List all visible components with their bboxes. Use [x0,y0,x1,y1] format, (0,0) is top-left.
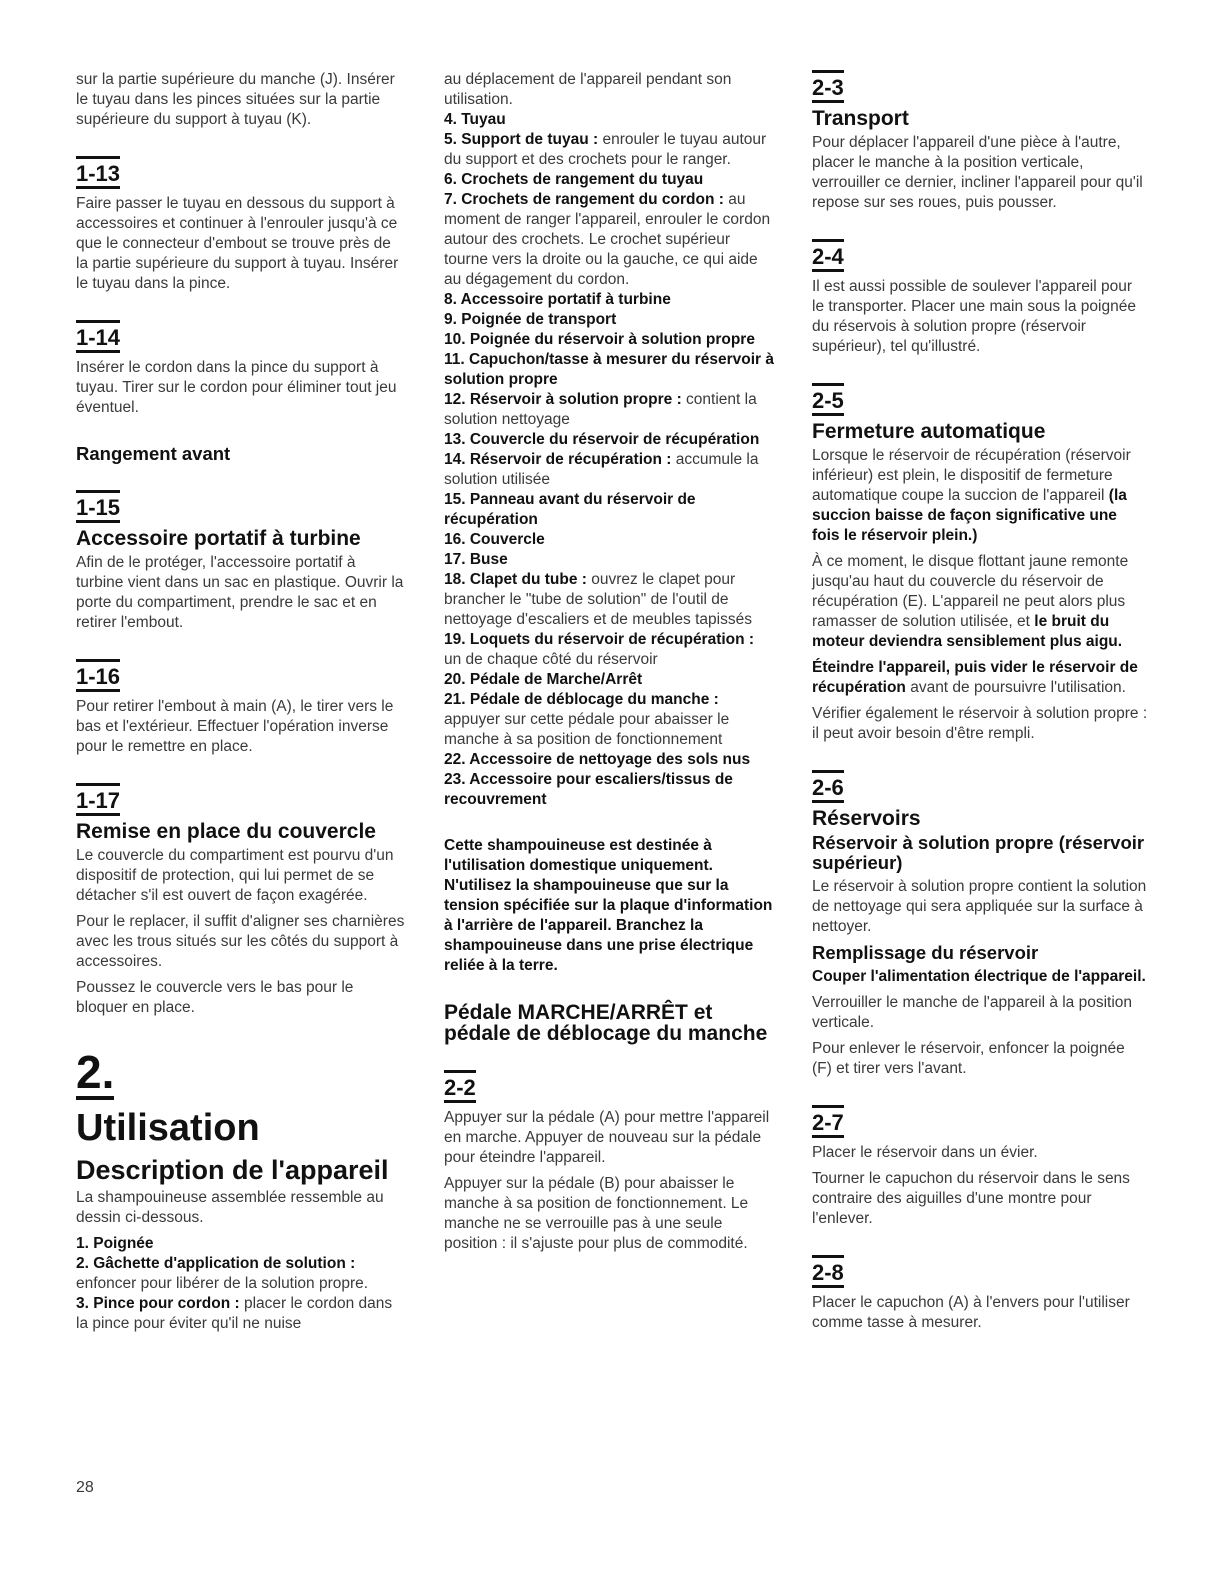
step-title: Fermeture automatique [812,420,1046,443]
intro-paragraph: sur la partie supérieure du manche (J). Insérer le tuyau dans les pinces situées sur la partie supérieure du support à tuyau (K). [76,71,395,128]
step-1-16 [76,659,406,757]
list-item: 8. Accessoire portatif à turbine [444,291,671,308]
step-text: Le réservoir à solution propre contient la solution de nettoyage qui sera appliquée sur la surface à nettoyer. [812,878,1147,935]
column-3 [812,70,1148,1339]
list-item: 16. Couvercle [444,531,545,548]
step-text: Vérifier également le réservoir à solution propre : il peut avoir besoin d'être rempli. [812,705,1148,742]
step-number: 1-17 [76,783,120,812]
list-item: 20. Pédale de Marche/Arrêt [444,671,643,688]
step-text: Verrouiller le manche de l'appareil à la position verticale. [812,994,1133,1031]
step-title: Réservoirs [812,807,921,830]
step-text: Pour déplacer l'appareil d'une pièce à l'autre, placer le manche à la position verticale, verrouiller ce dernier, incliner l'appareil pour qu'il repose sur ses roues, puis pousser. [812,134,1143,211]
step-2-8 [812,1255,1148,1333]
step-1-14 [76,320,406,418]
page-number: 28 [76,1479,94,1496]
pedal-heading: Pédale MARCHE/ARRÊT et pédale de déblocage du manche [444,1001,768,1045]
list-item: 22. Accessoire de nettoyage des sols nus [444,751,751,768]
step-text: Pour le replacer, il suffit d'aligner ses charnières avec les trous situés sur les côtés du support à accessoires. [76,913,405,970]
step-text: Faire passer le tuyau en dessous du support à accessoires et continuer à l'enrouler jusqu'à ce que le connecteur d'embout se trouve près de la partie supérieure du support à tuyau. Insérer le tuyau dans la pince. [76,195,399,292]
list-item: 4. Tuyau [444,111,506,128]
step-text: Appuyer sur la pédale (B) pour abaisser le manche à sa position de fonctionnement. Le manche ne se verrouille pas à une seule position : il s'ajuste pour plus de commodité. [444,1175,749,1252]
section-2 [76,1024,406,1334]
step-number: 2-2 [444,1070,476,1099]
column-2 [444,70,774,1260]
continued-text: au déplacement de l'appareil pendant son utilisation. [444,71,732,108]
step-text: Appuyer sur la pédale (A) pour mettre l'appareil en marche. Appuyer de nouveau sur la pédale pour éteindre l'appareil. [444,1109,770,1166]
list-item: 19. Loquets du réservoir de récupération : un de chaque côté du réservoir [444,631,755,668]
section-number: 2. [76,1046,115,1098]
step-2-3 [812,70,1148,213]
step-text: Pour enlever le réservoir, enfoncer la poignée (F) et tirer vers l'avant. [812,1040,1125,1077]
list-item: 12. Réservoir à solution propre : contient la solution nettoyage [444,391,757,428]
list-item: 10. Poignée du réservoir à solution propre [444,331,755,348]
step-subtitle: Remplissage du réservoir [812,942,1039,963]
step-title: Accessoire portatif à turbine [76,527,361,550]
step-number: 2-3 [812,70,844,99]
step-2-2 [444,1070,774,1254]
list-item: 7. Crochets de rangement du cordon : au moment de ranger l'appareil, enrouler le cordon autour des crochets. Le crochet supérieur tourne vers la droite ou la gauche, ce qui aide au dégagement du cordon. [444,191,771,288]
step-number: 1-14 [76,320,120,349]
list-item: 6. Crochets de rangement du tuyau [444,171,704,188]
list-item: 14. Réservoir de récupération : accumule la solution utilisée [444,451,759,488]
step-2-4 [812,239,1148,357]
list-item: 1. Poignée [76,1235,154,1252]
step-text: Afin de le protéger, l'accessoire portatif à turbine vient dans un sac en plastique. Ouvrir la porte du compartiment, prendre le sac et en retirer l'embout. [76,554,404,631]
step-number: 2-4 [812,239,844,268]
step-1-15 [76,490,406,633]
list-item: 9. Poignée de transport [444,311,617,328]
step-number: 2-7 [812,1105,844,1134]
step-text: À ce moment, le disque flottant jaune remonte jusqu'au haut du couvercle du réservoir de récupération (E). L'appareil ne peut alors plus ramasser de solution utilisée, et le bruit du moteur deviendra sensiblement plus aigu. [812,553,1129,650]
step-text: Le couvercle du compartiment est pourvu d'un dispositif de protection, qui lui permet de se détacher s'il est ouvert de façon exagérée. [76,847,394,904]
list-item: 5. Support de tuyau : enrouler le tuyau autour du support et des crochets pour le ranger. [444,131,767,168]
list-item: 15. Panneau avant du réservoir de récupération [444,491,696,528]
column-1 [76,70,406,1334]
step-number: 2-5 [812,383,844,412]
rangement-heading: Rangement avant [76,443,231,464]
section-subtitle: Description de l'appareil [76,1155,389,1185]
list-item: 23. Accessoire pour escaliers/tissus de recouvrement [444,771,733,808]
step-2-7 [812,1105,1148,1229]
step-subtitle: Réservoir à solution propre (réservoir supérieur) [812,832,1145,873]
step-2-5 [812,383,1148,744]
step-1-17 [76,783,406,1018]
step-text: Placer le réservoir dans un évier. [812,1144,1038,1161]
step-2-6 [812,770,1148,1079]
step-warning: Couper l'alimentation électrique de l'appareil. [812,968,1146,985]
parts-list [444,110,774,810]
section-intro: La shampouineuse assemblée ressemble au dessin ci-dessous. [76,1189,384,1226]
list-item: 13. Couvercle du réservoir de récupération [444,431,760,448]
section-title: Utilisation [76,1107,260,1149]
list-item: 17. Buse [444,551,508,568]
step-text: Insérer le cordon dans la pince du support à tuyau. Tirer sur le cordon pour éliminer tout jeu éventuel. [76,359,397,416]
step-text: Pour retirer l'embout à main (A), le tirer vers le bas et l'extérieur. Effectuer l'opération inverse pour le remettre en place. [76,698,394,755]
step-number: 1-15 [76,490,120,519]
list-item: 21. Pédale de déblocage du manche : appuyer sur cette pédale pour abaisser le manche à sa position de fonctionnement [444,691,730,748]
step-text: Lorsque le réservoir de récupération (réservoir inférieur) est plein, le dispositif de fermeture automatique coupe la succion de l'appareil (la succion baisse de façon significative une fois le réservoir plein.) [812,447,1131,544]
step-number: 1-13 [76,156,120,185]
step-text: Éteindre l'appareil, puis vider le réservoir de récupération avant de poursuivre l'utilisation. [812,659,1138,696]
step-title: Remise en place du couvercle [76,820,376,843]
list-item: 2. Gâchette d'application de solution : enfoncer pour libérer de la solution propre. [76,1255,369,1292]
usage-notice: Cette shampouineuse est destinée à l'utilisation domestique uniquement. N'utilisez la shampouineuse que sur la tension spécifiée sur la plaque d'information à l'arrière de l'appareil. Branchez la shampouineuse dans une prise électrique reliée à la terre. [444,837,773,974]
step-number: 2-6 [812,770,844,799]
step-number: 1-16 [76,659,120,688]
step-text: Il est aussi possible de soulever l'appareil pour le transporter. Placer une main sous la poignée du réservois à solution propre (réservoir supérieur), tel qu'illustré. [812,278,1136,355]
step-text: Tourner le capuchon du réservoir dans le sens contraire des aiguilles d'une montre pour l'enlever. [812,1170,1130,1227]
list-item: 11. Capuchon/tasse à mesurer du réservoir à solution propre [444,351,774,388]
list-item: 3. Pince pour cordon : placer le cordon dans la pince pour éviter qu'il ne nuise [76,1295,393,1332]
step-text: Placer le capuchon (A) à l'envers pour l'utiliser comme tasse à mesurer. [812,1294,1130,1331]
step-title: Transport [812,107,909,130]
step-number: 2-8 [812,1255,844,1284]
step-1-13 [76,156,406,294]
step-text: Poussez le couvercle vers le bas pour le bloquer en place. [76,979,354,1016]
list-item: 18. Clapet du tube : ouvrez le clapet pour brancher le "tube de solution" de l'outil de nettoyage d'escaliers et de meubles tapissés [444,571,752,628]
